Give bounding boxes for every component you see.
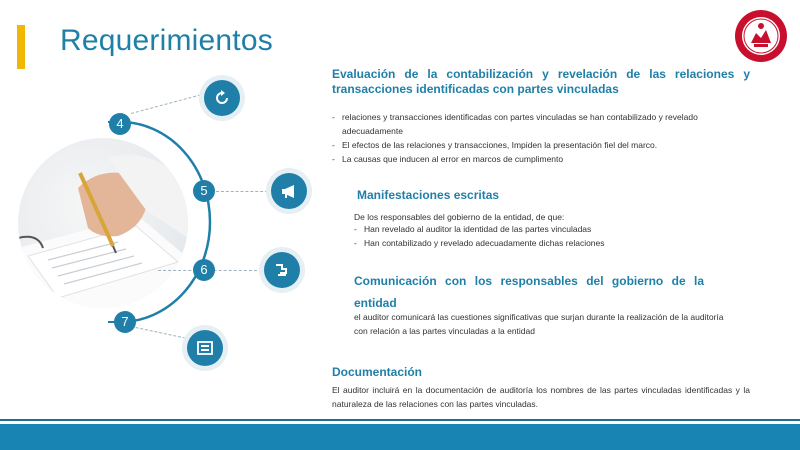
connector-line [216,191,268,192]
step-number-7: 7 [114,311,136,333]
refresh-icon-badge [204,80,240,116]
document-icon [196,339,214,357]
step-number-5: 5 [193,180,215,202]
list-item: - El efectos de las relaciones y transacciones, Impiden la presentación fiel del marco. [332,138,750,152]
list-item: - Han revelado al auditor la identidad de las partes vinculadas [354,222,694,236]
list-item: - Han contabilizado y revelado adecuadamente dichas relaciones [354,236,694,250]
section3-heading: Comunicación con los responsables del gobierno de la entidad [354,274,704,310]
handshake-icon-badge [264,252,300,288]
list-item: - relaciones y transacciones identificadas con partes vinculadas se han contabilizado y revelado adecuadamente [332,110,750,138]
step-number-6: 6 [193,259,215,281]
section2-bullets [354,222,694,250]
footer-divider [0,419,800,421]
document-icon-badge [187,330,223,366]
section4-body: El auditor incluirá en la documentación de auditoría los nombres de las partes vinculadas identificadas y la naturaleza de las relaciones con las partes vinculadas. [332,385,750,409]
section2-heading: Manifestaciones escritas [357,188,500,202]
handshake-icon [273,261,291,279]
footer-band [0,424,800,450]
megaphone-icon [280,182,298,200]
list-item: - La causas que inducen al error en marcos de cumplimento [332,152,750,166]
step-number-4: 4 [109,113,131,135]
page-title: Requerimientos [60,24,273,57]
section3-body: el auditor comunicará las cuestiones significativas que surjan durante la realización de la auditoría con relación a las partes vinculadas a la entidad [354,312,724,336]
section1-bullets [332,110,750,166]
section4-heading: Documentación [332,365,423,379]
refresh-icon [213,89,231,107]
section2-intro: De los responsables del gobierno de la entidad, de que: [354,212,565,222]
megaphone-icon-badge [271,173,307,209]
section1-heading: Evaluación de la contabilización y revelación de las relaciones y transacciones identificadas con partes vinculadas [332,67,750,96]
